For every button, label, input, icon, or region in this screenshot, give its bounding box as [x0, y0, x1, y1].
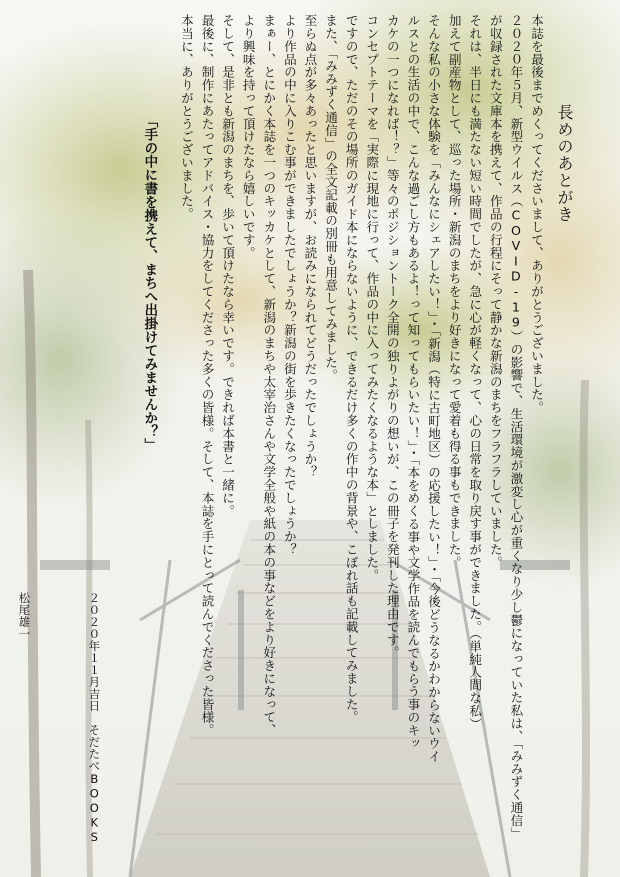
paragraph: ルスとの生活の中で、こんな過ごし方もあるよ！って知ってもらいたい！」・「本をめくる事や文学作品を読んでもらう事のキッ [405, 14, 421, 750]
paragraph: より興味を持って頂けたなら嬉しいです。 [240, 14, 256, 260]
paragraph: 本誌を最後までめくってくださいまして、ありがとうございました。 [529, 14, 544, 414]
paragraph: ２０２０年５月、新型ウイルス（COVID-19）の影響で、生活環境が激変し心が重くなり少し鬱になっていた私は、「みみずく通信」 [508, 14, 524, 840]
paragraph: 至らぬ点が多々あったと思いますが、お読みになられてどうだったでしょうか？ [302, 14, 318, 479]
paragraph: 加えて副産物として、巡った場所・新潟のまちをより好きになって愛着も得る事もできました。 [446, 14, 462, 569]
paragraph: そんな私の小さな体験を「みんなにシェアしたい！」・「新潟（特に古町地区）の応援したい！」・「今後どうなるかわからないウイ [426, 14, 442, 763]
paragraph: また、「みみずく通信」の全文記載の別冊も用意してみました。 [323, 14, 339, 382]
afterword-text [17, 14, 582, 864]
paragraph: そして、是非とも新潟のまちを、歩いて頂けたなら幸いです。できれば本書と一緒に。 [220, 14, 236, 518]
paragraph: コンセプトテーマを「実際に現地に行って、作品の中に入ってみたくなるような本」としました。 [364, 14, 380, 582]
paragraph: カケの一つになれば！？」等々のポジショントーク全開の独りよがりの想いが、この冊子を発刊した理由です。 [384, 14, 400, 659]
closing-phrase: 「手の中に書を携えて、まちへ出掛けてみませんか？」 [141, 114, 158, 452]
signature-line: ２０２０年１１月吉日 そだたべBOOKS 松尾雄一 [17, 592, 102, 857]
paragraph: 本当に、ありがとうございました。 [178, 14, 194, 221]
paragraph: ですので、ただのその場所のガイド本にならないように、できるだけ多くの作中の背景や、こぼれ話も記載してみました。 [343, 14, 359, 724]
paragraph: が収録された文庫本を携えて、作品の行程にそって静かな新潟のまちをフラフラしていました。 [487, 14, 503, 569]
paragraph: 最後に、制作にあたってアドバイス・協力をしてくださった多くの皆様。そして、本誌を手にとって読んでくださった皆様。 [199, 14, 215, 737]
paragraph: それは、半日にも満たない短い時間でしたが、急に心が軽くなって、心の日常を取り戻す事ができました。（単純人間な私） [467, 14, 483, 731]
afterword-heading: 長めのあとがき [555, 104, 574, 223]
paragraph: まぁー、とにかく本誌を一つのキッカケとして、新潟のまちや太宰治さんや文学全般や紙の本の事などをより好きになって、 [261, 14, 277, 737]
paragraph: より作品の中に入りこむ事ができましたでしょうか？新潟の街を歩きたくなったでしょうか？ [281, 14, 297, 556]
